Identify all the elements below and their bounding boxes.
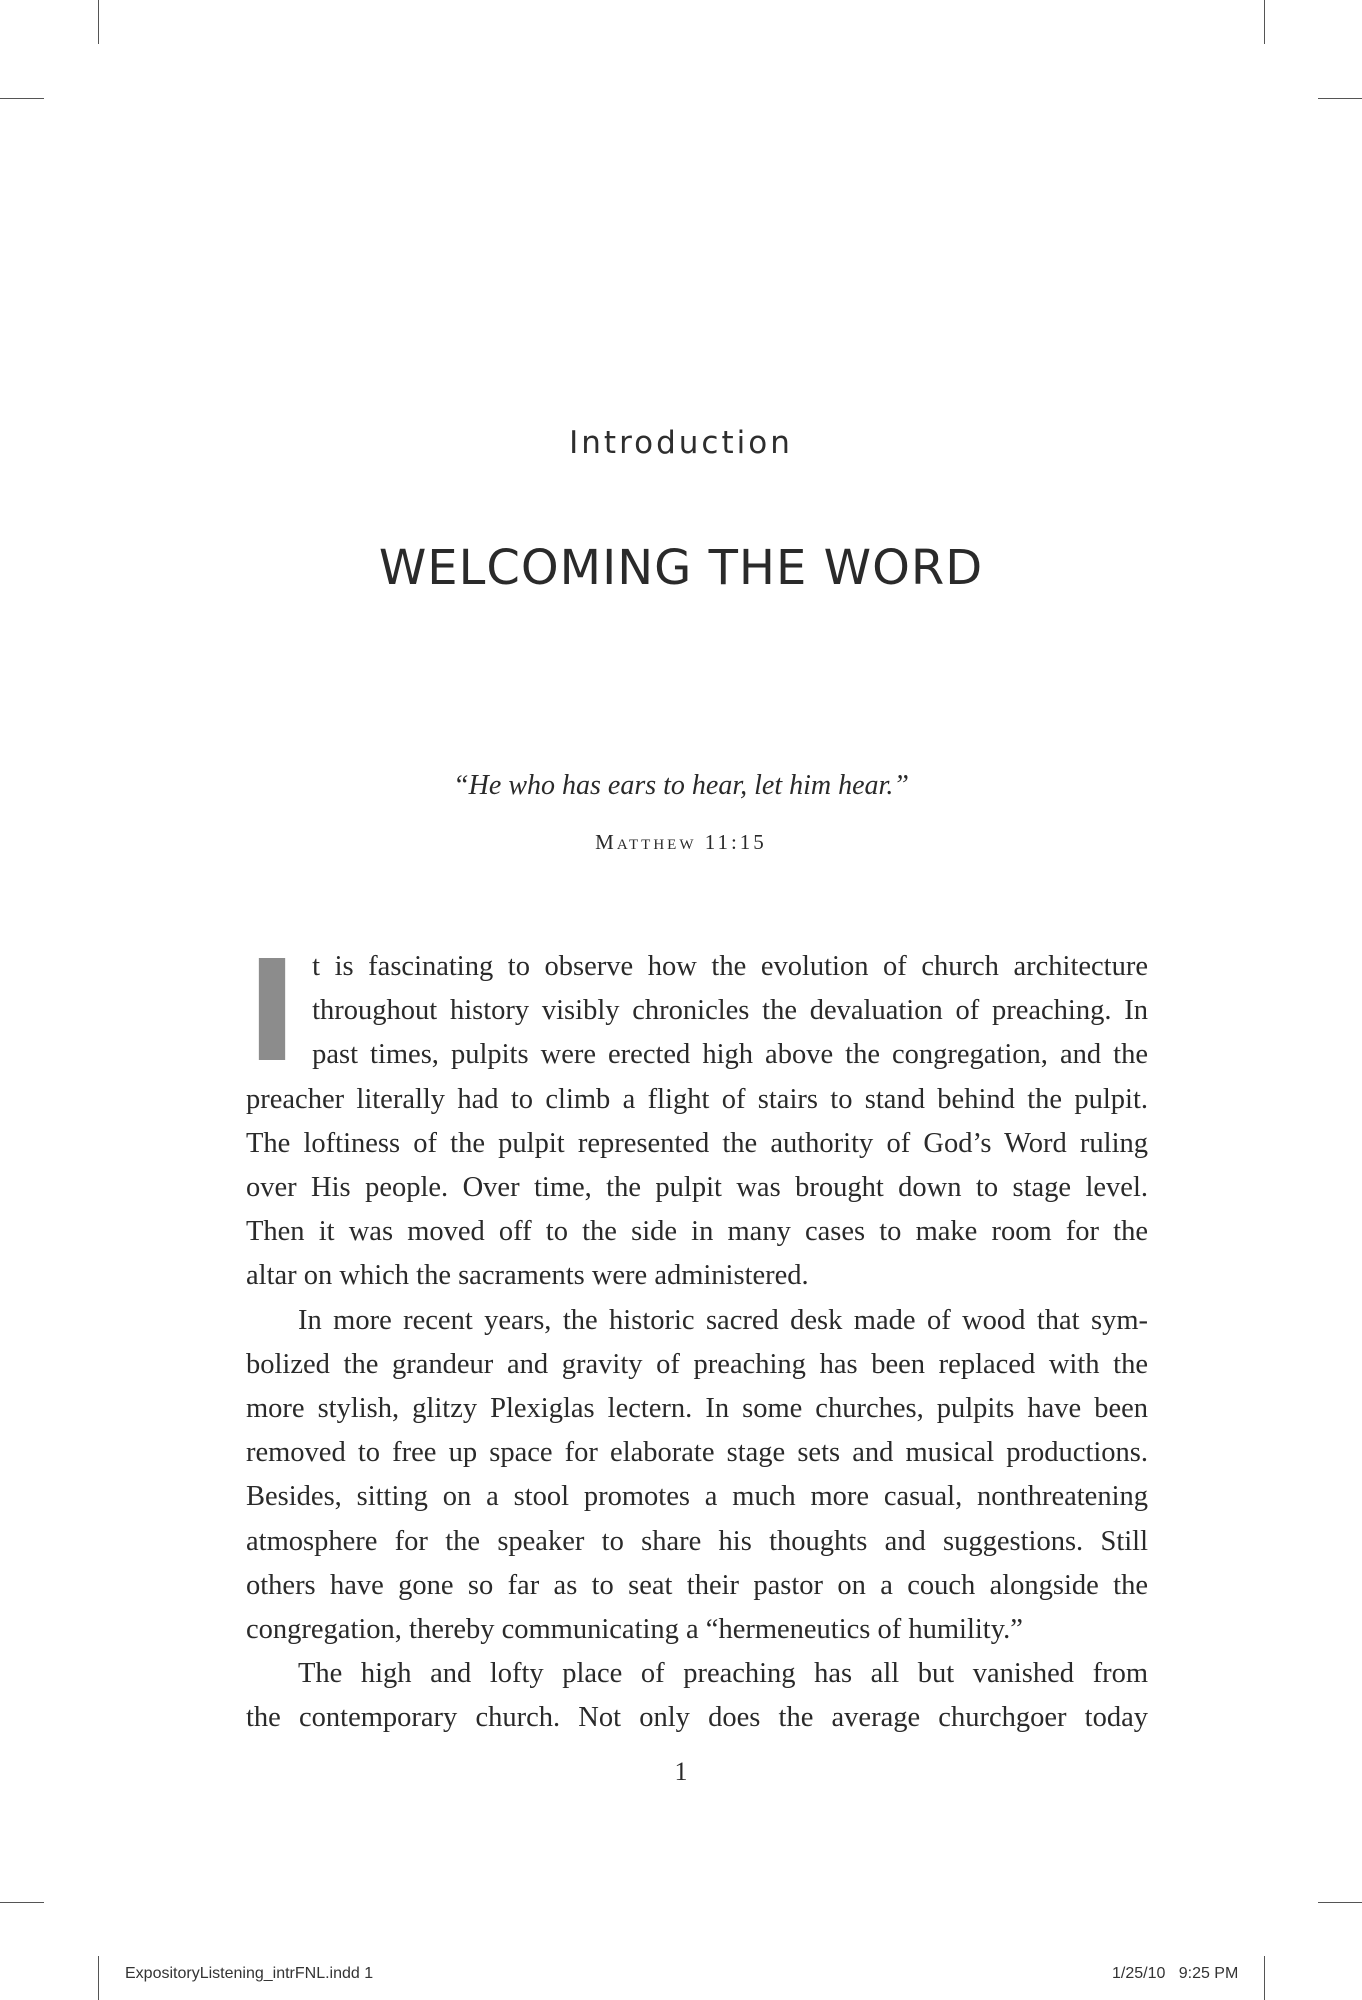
crop-mark-left-bottom [0,1902,44,1903]
crop-mark-bottom-right [1264,1956,1265,2000]
body-line: others have gone so far as to seat their pastor on a couch alongside the [246,1569,1148,1601]
epigraph-quote: “He who has ears to hear, let him hear.” [453,770,909,801]
chapter-label: Introduction [569,425,793,461]
crop-mark-top-right [1264,0,1265,44]
slug-timestamp: 1/25/10 9:25 PM [1112,1965,1239,1982]
body-line: bolized the grandeur and gravity of preaching has been replaced with the [246,1348,1148,1380]
crop-mark-right-bottom [1318,1902,1362,1903]
chapter-title: WELCOMING THE WORD [378,540,984,596]
body-line: The loftiness of the pulpit represented the authority of God’s Word ruling [246,1127,1148,1159]
body-text [246,931,1148,1741]
crop-mark-right-top [1318,98,1362,99]
body-line: In more recent years, the historic sacred desk made of wood that sym- [298,1304,1148,1336]
page-number: 1 [674,1757,688,1786]
body-line: altar on which the sacraments were administered. [246,1260,809,1292]
epigraph-source: Matthew 11:15 [595,830,767,854]
body-line: atmosphere for the speaker to share his thoughts and suggestions. Still [246,1525,1148,1557]
body-line: over His people. Over time, the pulpit was brought down to stage level. [246,1172,1148,1204]
body-line: The high and lofty place of preaching has all but vanished from [298,1658,1148,1690]
crop-mark-left-top [0,98,44,99]
crop-mark-bottom-left [98,1956,99,2000]
body-line: more stylish, glitzy Plexiglas lectern. In some churches, pulpits have been [246,1393,1148,1425]
paragraph-1 [246,931,1148,1299]
body-line: throughout history visibly chronicles the devaluation of preaching. In [312,995,1148,1027]
body-line: Then it was moved off to the side in many cases to make room for the [246,1216,1148,1248]
paragraph-3 [246,1652,1148,1740]
body-line: past times, pulpits were erected high above the congregation, and the [312,1039,1148,1071]
body-line: removed to free up space for elaborate stage sets and musical productions. [246,1437,1148,1469]
slug-filename: ExpositoryListening_intrFNL.indd 1 [125,1965,374,1982]
crop-mark-top-left [98,0,99,44]
body-line: congregation, thereby communicating a “hermeneutics of humility.” [246,1614,1023,1646]
paragraph-2 [246,1299,1148,1653]
body-line: t is fascinating to observe how the evolution of church architecture [312,951,1148,982]
body-line: the contemporary church. Not only does the average churchgoer today [246,1702,1148,1734]
drop-cap: I [246,931,299,1094]
body-line: Besides, sitting on a stool promotes a much more casual, nonthreatening [246,1481,1148,1513]
body-line: preacher literally had to climb a flight of stairs to stand behind the pulpit. [246,1083,1148,1115]
